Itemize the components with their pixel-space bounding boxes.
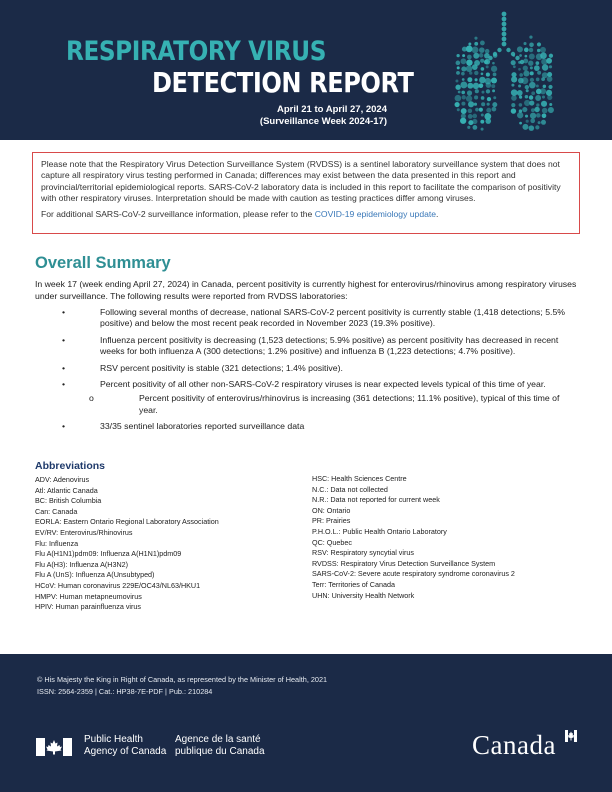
- notice-paragraph: Please note that the Respiratory Virus Detection Surveillance System (RVDSS) is a sentinel laboratory surveillance system that does not capture all respiratory virus testing performed in Canada; differences may exist between the data presented in this report and provincial/territorial epidemiological reports. SARS-CoV-2 laboratory data is included in this report to facilitate the comparison of positivity with other respiratory viruses. Interpretation should be made with caution as testing practices differ among viruses.: [41, 159, 561, 204]
- canada-flag-icon: [36, 738, 72, 756]
- abbreviation-item: SARS-CoV-2: Severe acute respiratory syndrome coronavirus 2: [312, 569, 515, 579]
- abbreviation-item: Flu A (UnS): Influenza A(Unsubtyped): [35, 570, 155, 580]
- notice-text: For additional SARS-CoV-2 surveillance information, please refer to the: [41, 208, 315, 219]
- sub-bullet-text: Percent positivity of enterovirus/rhinovirus is increasing (361 detections; 11.1% positive), typical of this time of year.: [139, 393, 560, 415]
- bullet-text: 33/35 sentinel laboratories reported surveillance data: [100, 421, 305, 432]
- abbreviation-item: EORLA: Eastern Ontario Regional Laboratory Association: [35, 517, 219, 527]
- bullet-marker: •: [62, 421, 66, 432]
- bullet-text: Influenza percent positivity is decreasing (1,523 detections; 5.9% positive) as percent positivity has decreased in recent weeks for both influenza A (300 detections; 1.2% positive) and influenza B (1,223 detections; 4.7% positive).: [100, 334, 559, 357]
- abbreviation-item: HCoV: Human coronavirus 229E/OC43/NL63/HKU1: [35, 580, 201, 590]
- summary-bullet: [35, 379, 580, 390]
- report-footer: [0, 654, 612, 792]
- canada-wordmark: Canada: [472, 730, 556, 760]
- abbreviation-item: RSV: Respiratory syncytial virus: [312, 548, 414, 558]
- summary-intro: In week 17 (week ending April 27, 2024) in Canada, percent positivity is currently highest for enterovirus/rhinovirus among respiratory viruses under surveillance. The following results were reported from RVDSS laboratories:: [35, 279, 577, 301]
- abbreviation-item: HMPV: Human metapneumovirus: [35, 591, 142, 601]
- agency-fr-line2: publique du Canada: [175, 745, 265, 757]
- abbreviation-item: Can: Canada: [35, 506, 78, 516]
- report-dates: [260, 104, 387, 127]
- bullet-marker: •: [62, 362, 66, 373]
- summary-bullet-list: [35, 307, 580, 438]
- abbreviation-item: PR: Prairies: [312, 516, 351, 526]
- bullet-marker: •: [62, 379, 66, 390]
- abbreviation-item: HPIV: Human parainfluenza virus: [35, 602, 141, 612]
- abbreviations-heading: Abbreviations: [35, 460, 106, 472]
- abbreviations-right-column: [312, 474, 515, 601]
- notice-text-end: .: [436, 208, 439, 219]
- copyright-block: [37, 674, 327, 697]
- sub-bullet-marker: o: [89, 393, 94, 404]
- agency-name-french: [175, 734, 265, 757]
- agency-en-line1: Public Health: [84, 734, 143, 745]
- summary-bullet: [35, 363, 580, 374]
- disclaimer-notice: [32, 152, 580, 234]
- abbreviations-left-column: [35, 475, 219, 613]
- overall-summary-heading: Overall Summary: [35, 254, 171, 272]
- abbreviation-item: Flu: Influenza: [35, 538, 79, 548]
- abbreviation-item: N.C.: Data not collected: [312, 484, 388, 494]
- agency-fr-line1: Agence de la santé: [175, 734, 261, 745]
- abbreviation-item: BC: British Columbia: [35, 496, 102, 506]
- notice-paragraph-link-line: [41, 209, 571, 220]
- covid-epidemiology-update-link[interactable]: COVID-19 epidemiology update: [314, 208, 437, 219]
- abbreviation-item: Terr: Territories of Canada: [312, 579, 395, 589]
- agency-en-line2: Agency of Canada: [84, 745, 167, 757]
- abbreviation-item: HSC: Health Sciences Centre: [312, 474, 407, 483]
- agency-name-english: [84, 734, 166, 757]
- abbreviation-item: RVDSS: Respiratory Virus Detection Surveillance System: [312, 558, 496, 568]
- abbreviation-item: Atl: Atlantic Canada: [35, 485, 98, 495]
- bullet-marker: •: [62, 334, 66, 345]
- surveillance-week: (Surveillance Week 2024-17): [259, 115, 387, 127]
- bullet-text: RSV percent positivity is stable (321 detections; 1.4% positive).: [100, 362, 343, 373]
- summary-bullet: [35, 307, 580, 330]
- bullet-text: Following several months of decrease, national SARS-CoV-2 percent positivity is currently stable (1,418 detections; 5.5% positive) and below the most recent peak recorded in November 2023 (19.3% positive).: [100, 307, 566, 329]
- bullet-text: Percent positivity of all other non-SARS-CoV-2 respiratory viruses is near expected levels typical of this time of year.: [100, 379, 546, 390]
- abbreviation-item: ADV: Adenovirus: [35, 475, 90, 484]
- abbreviation-item: QC: Quebec: [312, 537, 352, 547]
- summary-bullet: [35, 335, 580, 358]
- summary-bullet: [35, 421, 580, 432]
- abbreviation-item: Flu A(H1N1)pdm09: Influenza A(H1N1)pdm09: [35, 549, 182, 559]
- copyright-text: © His Majesty the King in Right of Canada, as represented by the Minister of Health, 2021: [37, 675, 328, 684]
- abbreviation-item: EV/RV: Enterovirus/Rhinovirus: [35, 527, 133, 537]
- abbreviation-item: N.R.: Data not reported for current week: [312, 495, 440, 505]
- issn-text: ISSN: 2564-2359 | Cat.: HP38-7E-PDF | Pub.: 210284: [37, 686, 213, 696]
- report-title-line2: DETECTION REPORT: [152, 66, 414, 99]
- canada-wordmark-flag-icon: [565, 730, 577, 742]
- summary-sub-bullet: [35, 393, 580, 416]
- abbreviation-item: P.H.O.L.: Public Health Ontario Laboratory: [312, 526, 447, 536]
- abbreviation-item: UHN: University Health Network: [312, 590, 415, 600]
- lungs-icon: [448, 10, 560, 135]
- report-title-line1: RESPIRATORY VIRUS: [66, 36, 327, 67]
- bullet-marker: •: [62, 307, 66, 317]
- abbreviation-item: Flu A(H3): Influenza A(H3N2): [35, 559, 129, 569]
- date-range: April 21 to April 27, 2024: [277, 104, 387, 115]
- abbreviation-item: ON: Ontario: [312, 505, 351, 515]
- report-header: [0, 0, 612, 140]
